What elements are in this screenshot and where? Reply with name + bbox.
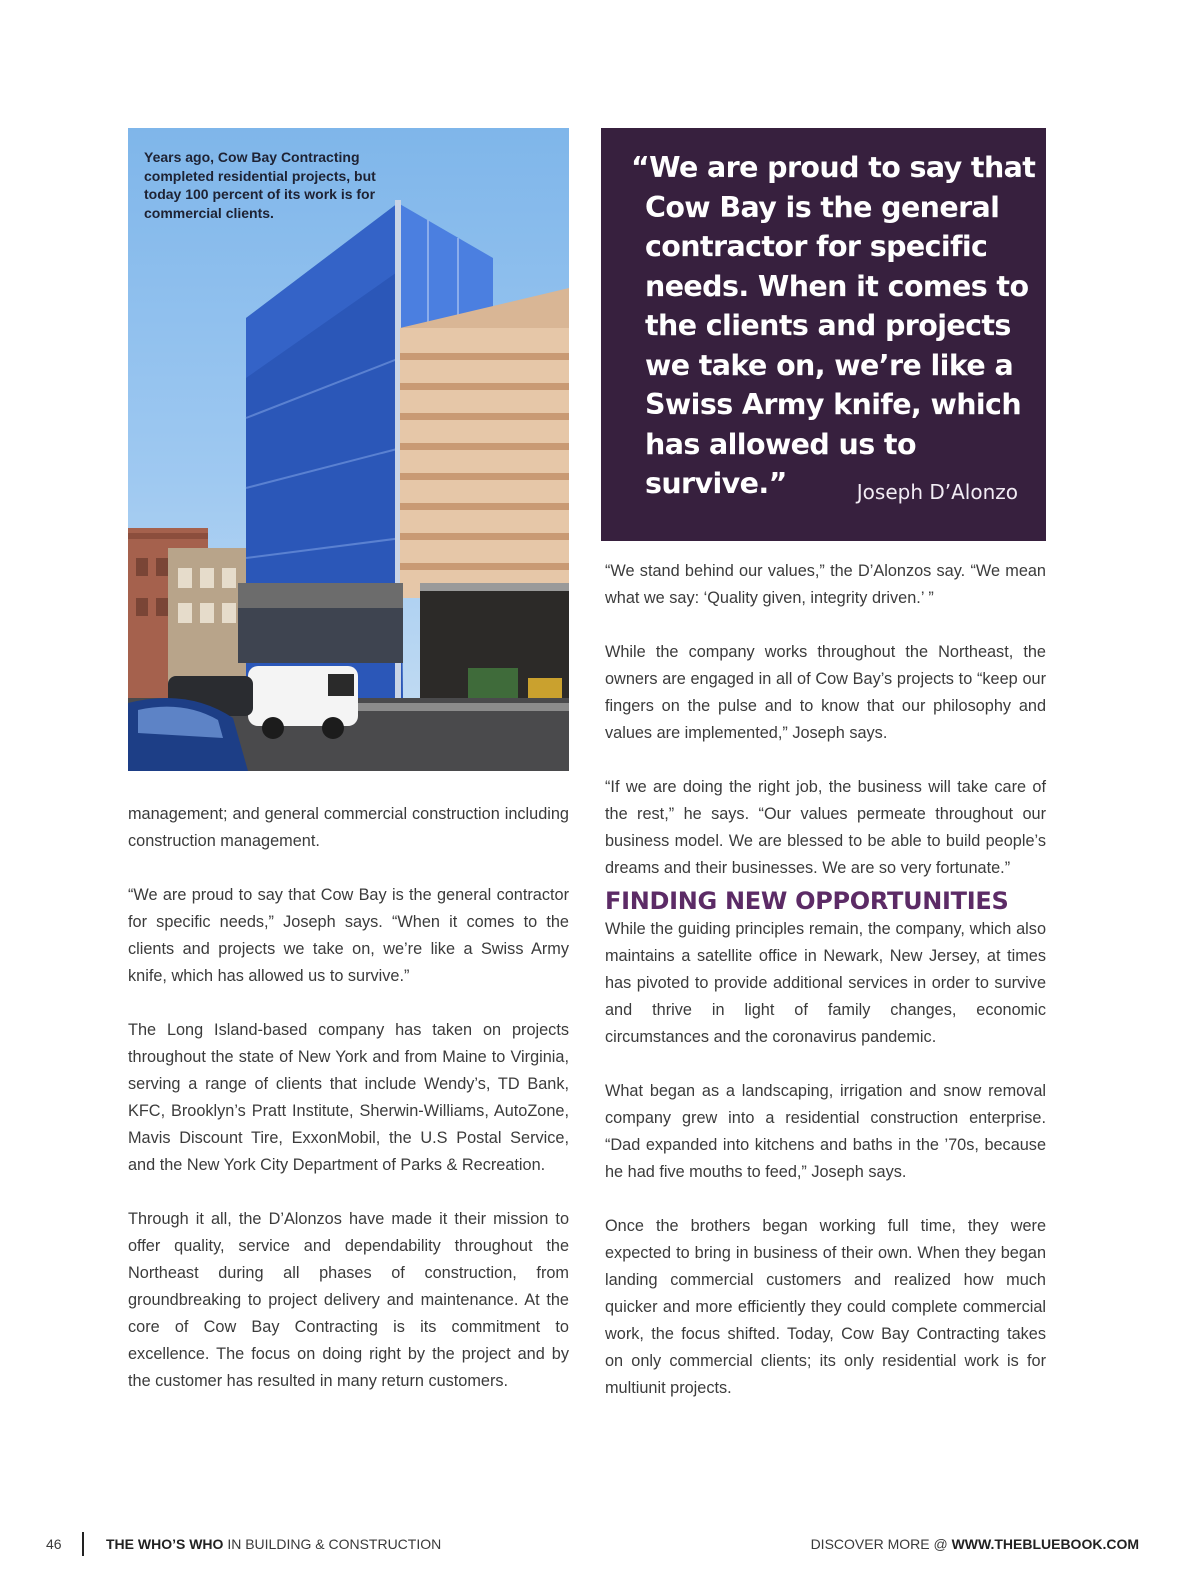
- building-illustration: [128, 128, 569, 771]
- body-paragraph: “We are proud to say that Cow Bay is the general contractor for specific needs,” Joseph says. “When it comes to the clients and projects we take on, we’re like a Swiss Army knife, which has allowed us to survive.”: [128, 886, 569, 985]
- footer-divider: [82, 1532, 84, 1556]
- website-link[interactable]: WWW.THEBLUEBOOK.COM: [951, 1536, 1139, 1552]
- body-paragraph: Once the brothers began working full time, they were expected to bring in business of their own. When they began landing commercial customers and realized how much quicker and more efficiently they could complete commercial work, the focus shifted. Today, Cow Bay Contracting takes on only commercial clients; its only residential work is for multiunit projects.: [605, 1217, 1046, 1397]
- right-column: [605, 558, 1046, 1429]
- left-column: [128, 801, 569, 1422]
- publication-name-bold: THE WHO’S WHO: [106, 1536, 224, 1552]
- page-footer: [0, 1530, 1200, 1558]
- section-heading: FINDING NEW OPPORTUNITIES: [605, 887, 1009, 915]
- body-paragraph: While the company works throughout the Northeast, the owners are engaged in all of Cow Bay’s projects to “keep our fingers on the pulse and to know that our philosophy and values are implemented,” Joseph says.: [605, 643, 1046, 742]
- pull-quote-text: “We are proud to say that Cow Bay is the general contractor for specific needs. When it comes to the clients and projects we take on, we’re like a Swiss Army knife, which has allowed us to survive.”: [631, 151, 1036, 500]
- photo-caption: Years ago, Cow Bay Contracting completed residential projects, but today 100 percent of its work is for commercial clients.: [144, 149, 376, 221]
- publication-name: [106, 1536, 441, 1552]
- body-paragraph: While the guiding principles remain, the company, which also maintains a satellite office in Newark, New Jersey, at times has pivoted to provide additional services in order to survive and thrive in light of family changes, economic circumstances and the coronavirus pandemic.: [605, 920, 1046, 1046]
- pull-quote-box: [601, 128, 1046, 541]
- body-paragraph: “We stand behind our values,” the D’Alonzos say. “We mean what we say: ‘Quality given, integrity driven.’ ”: [605, 562, 1046, 607]
- body-paragraph: “If we are doing the right job, the business will take care of the rest,” he says. “Our values permeate throughout our business model. We are blessed to be able to build people’s dreams and their businesses. We are so very fortunate.”: [605, 778, 1046, 877]
- discover-more: [811, 1536, 1139, 1552]
- body-paragraph: What began as a landscaping, irrigation and snow removal company grew into a residential construction enterprise. “Dad expanded into kitchens and baths in the ’70s, because he had five mouths to feed,” Joseph says.: [605, 1082, 1046, 1181]
- discover-prefix: DISCOVER MORE @: [810, 1536, 952, 1552]
- page-number: 46: [46, 1536, 62, 1552]
- building-photo: [128, 128, 569, 771]
- publication-name-rest: IN BUILDING & CONSTRUCTION: [223, 1536, 442, 1552]
- pull-quote-author: Joseph D’Alonzo: [856, 480, 1018, 504]
- body-paragraph: Through it all, the D’Alonzos have made it their mission to offer quality, service and dependability throughout the Northeast during all phases of construction, from groundbreaking to project delivery and maintenance. At the core of Cow Bay Contracting is its commitment to excellence. The focus on doing right by the project and by the customer has resulted in many return customers.: [128, 1210, 569, 1390]
- body-paragraph: The Long Island-based company has taken on projects throughout the state of New York and from Maine to Virginia, serving a range of clients that include Wendy’s, TD Bank, KFC, Brooklyn’s Pratt Institute, Sherwin-Williams, AutoZone, Mavis Discount Tire, ExxonMobil, the U.S Postal Service, and the New York City Department of Parks & Recreation.: [128, 1021, 569, 1174]
- body-paragraph: management; and general commercial construction including construction management.: [128, 805, 569, 850]
